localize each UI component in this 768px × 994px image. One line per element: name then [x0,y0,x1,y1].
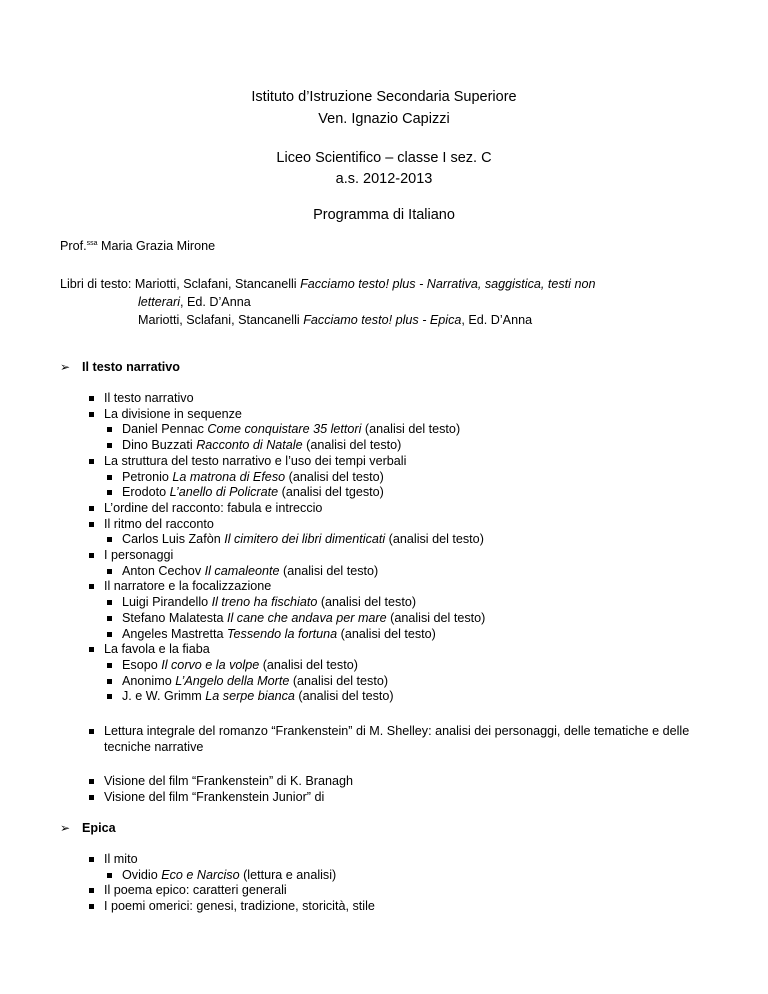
teacher-name: Maria Grazia Mirone [97,239,216,253]
work-title: Il treno ha fischiato [211,595,318,610]
textbook-authors: Mariotti, Sclafani, Stancanelli [138,313,304,327]
work-author: Dino Buzzati [122,438,197,453]
work-author: Petronio [122,469,173,484]
textbook-line-1 [60,275,596,293]
work-title: La matrona di Efeso [172,469,286,484]
list-item: Il ritmo del racconto [88,517,485,533]
work-title: Il cimitero dei libri dimenticati [224,532,386,547]
work-note: (analisi del testo) [385,532,484,547]
sub-list-item [88,689,485,705]
list-item: Visione del film “Frankenstein” di K. Branagh [88,774,353,790]
work-note: (analisi del testo) [337,626,436,641]
textbook-publisher: , Ed. D’Anna [461,313,533,327]
work-author: J. e W. Grimm [122,689,206,704]
textbook-line-2 [60,293,596,311]
list-item: I personaggi [88,548,485,564]
arrow-bullet-icon: ➢ [60,821,71,835]
work-title: Tessendo la fortuna [227,626,338,641]
class-heading [0,148,768,190]
work-author: Ovidio [122,867,162,882]
work-note: (analisi del testo) [302,438,402,453]
novel-reading [88,724,704,755]
work-author: Carlos Luis Zafòn [122,532,225,547]
textbook-title-cont: letterari [138,295,180,309]
textbook-authors: Mariotti, Sclafani, Stancanelli [134,277,301,291]
work-title: Il camaleonte [204,563,280,578]
list-item: Il testo narrativo [88,391,485,407]
work-note: (analisi del testo) [317,595,417,610]
work-note: (analisi del testo) [289,673,389,688]
work-note: (analisi del testo) [279,563,379,578]
textbooks-label: Libri di testo: [60,277,135,291]
list-item: La struttura del testo narrativo e l’uso dei tempi verbali [88,454,485,470]
institute-subname: Ven. Ignazio Capizzi [318,111,450,127]
list-item: Lettura integrale del romanzo “Frankenstein” di M. Shelley: analisi dei personaggi, delle tematiche e delle tecniche narrative [88,724,704,755]
institute-name: Istituto d’Istruzione Secondaria Superiore [251,89,517,105]
teacher-prefix-sup: ssa [86,239,98,247]
narrativo-topics-list [88,391,485,705]
section-heading-narrativo [60,360,180,374]
sub-list-item [88,532,485,548]
work-title: Il cane che andava per mare [227,610,387,625]
textbooks [60,275,596,329]
section-heading-epica [60,821,116,835]
textbook-title: Facciamo testo! plus - Narrativa, saggistica, testi non [300,277,596,291]
sub-list-item [88,868,375,884]
work-title: La serpe bianca [205,689,295,704]
sub-list-item [88,422,485,438]
films-list [88,774,353,805]
sub-list-item [88,611,485,627]
work-note: (analisi del testo) [259,657,358,672]
work-note: (analisi del testo) [285,469,384,484]
teacher-line [60,239,215,253]
textbook-publisher: , Ed. D’Anna [180,295,251,309]
section-title: Il testo narrativo [82,360,180,374]
list-item: Visione del film “Frankenstein Junior” di [88,790,353,806]
list-item: Il mito [88,852,375,868]
list-item: I poemi omerici: genesi, tradizione, storicità, stile [88,899,375,915]
sub-list-item [88,627,485,643]
work-note: (analisi del testo) [294,689,394,704]
sub-list-item [88,674,485,690]
sub-list-item [88,658,485,674]
program-title: Programma di Italiano [313,207,455,223]
work-author: Anton Cechov [122,563,205,578]
sub-list-item [88,438,485,454]
work-title: Racconto di Natale [196,438,303,453]
list-item: La favola e la fiaba [88,642,485,658]
work-title: L’Angelo della Morte [175,673,290,688]
list-item: La divisione in sequenze [88,407,485,423]
sub-list-item [88,564,485,580]
section-title: Epica [82,821,116,835]
work-author: Angeles Mastretta [122,626,227,641]
work-title: Il corvo e la volpe [161,657,260,672]
work-note: (analisi del testo) [386,610,486,625]
list-item: Il narratore e la focalizzazione [88,579,485,595]
textbook-line-3 [60,311,596,329]
work-note: (analisi del testo) [361,422,461,437]
work-author: Stefano Malatesta [122,610,228,625]
list-item: Il poema epico: caratteri generali [88,883,375,899]
work-title: Eco e Narciso [161,867,240,882]
school-year: a.s. 2012-2013 [335,171,433,187]
work-author: Daniel Pennac [122,422,208,437]
work-title: Come conquistare 35 lettori [207,422,362,437]
work-title: L’anello di Policrate [169,485,279,500]
list-item: L’ordine del racconto: fabula e intreccio [88,501,485,517]
work-note: (lettura e analisi) [239,867,337,882]
sub-list-item [88,595,485,611]
work-author: Esopo [122,657,162,672]
work-author: Anonimo [122,673,176,688]
teacher-prefix: Prof. [60,239,87,253]
institute-heading [0,86,768,130]
epica-topics-list [88,852,375,915]
class-name: Liceo Scientifico – classe I sez. C [276,150,492,166]
sub-list-item [88,470,485,486]
textbook-title: Facciamo testo! plus - Epica [303,313,462,327]
work-author: Erodoto [122,485,170,500]
arrow-bullet-icon: ➢ [60,360,71,374]
work-note: (analisi del tgesto) [278,485,384,500]
work-author: Luigi Pirandello [122,595,212,610]
sub-list-item [88,485,485,501]
